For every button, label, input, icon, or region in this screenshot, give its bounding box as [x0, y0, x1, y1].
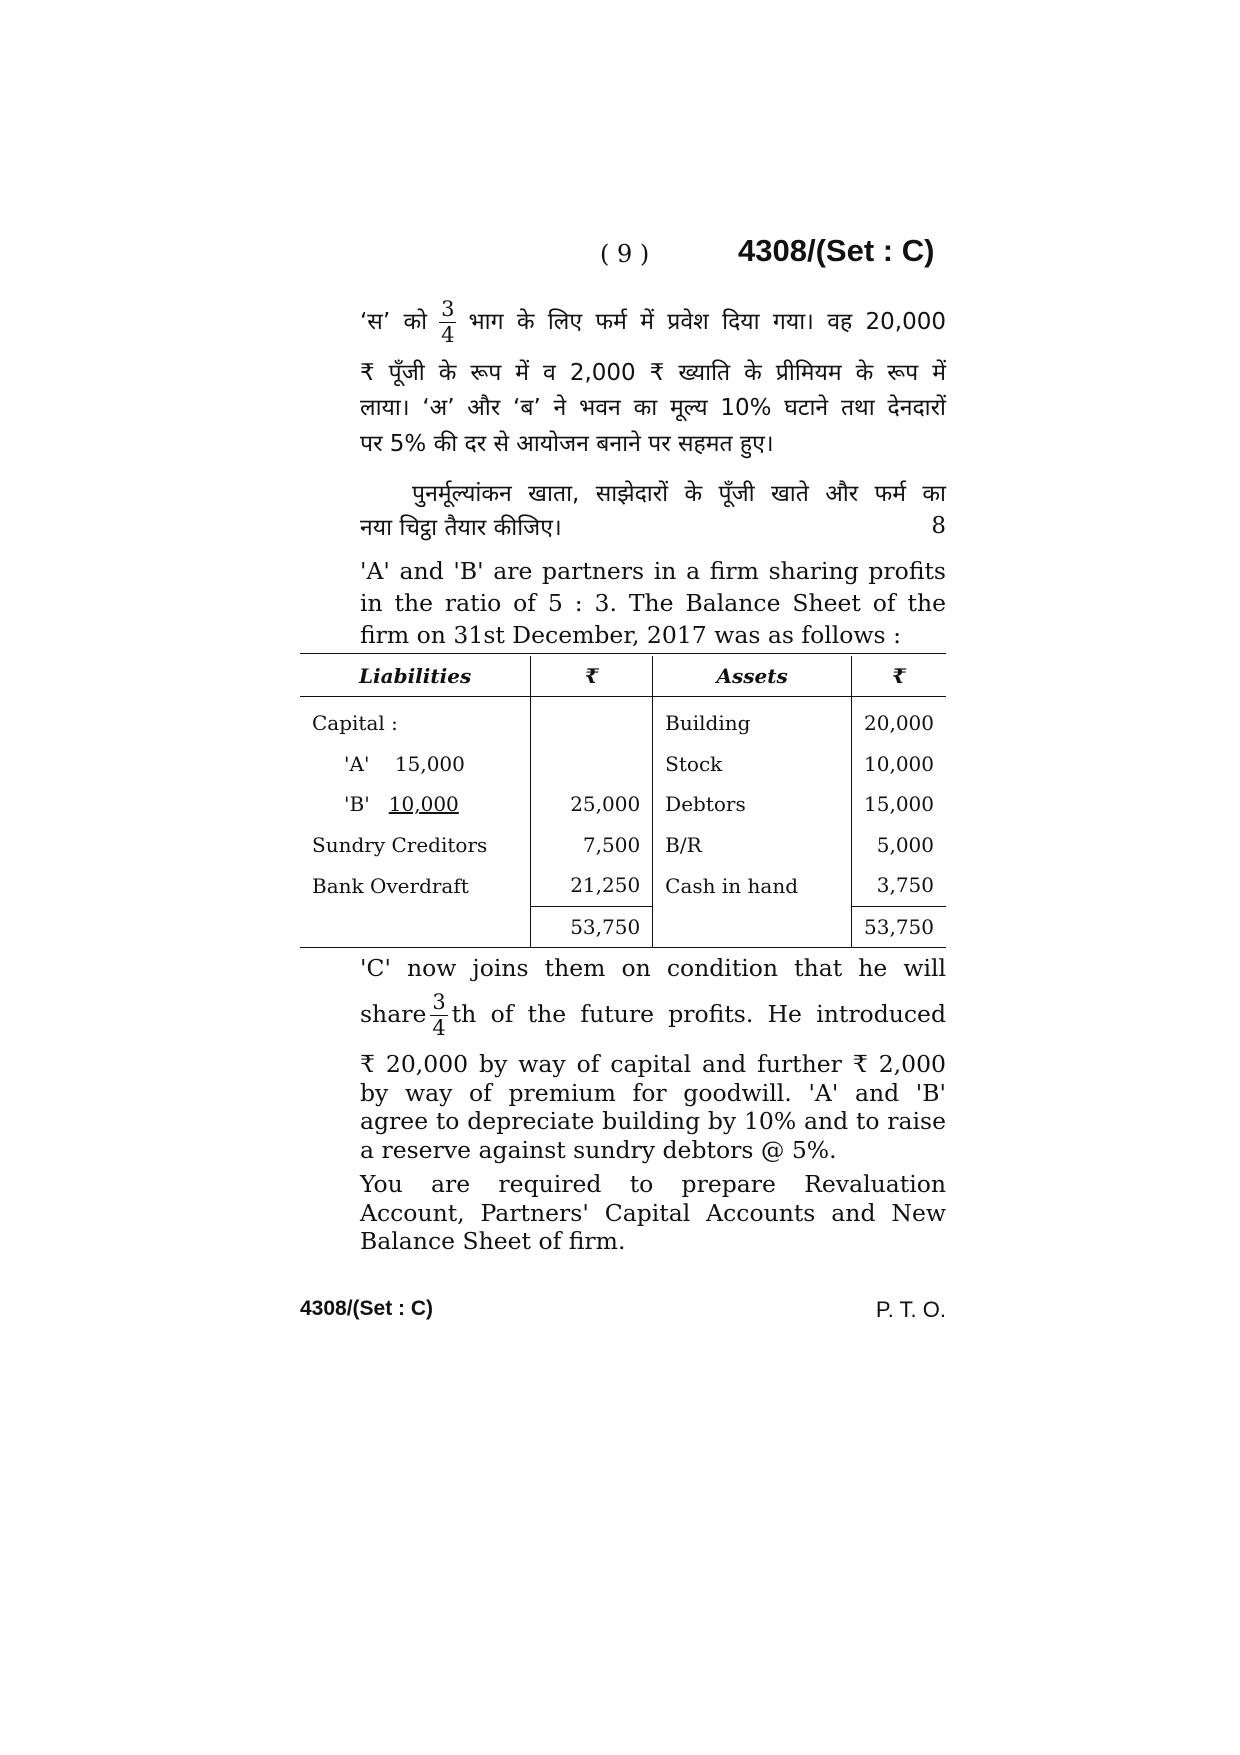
- asset-building-value: 20,000: [864, 711, 934, 736]
- english-intro-line-1: 'A' and 'B' are partners in a firm sharing profits: [360, 557, 946, 585]
- asset-debtors: Debtors: [653, 784, 852, 825]
- hindi-line-6: नया चिट्ठा तैयार कीजिए।: [360, 515, 562, 541]
- hindi-line-4: पर 5% की दर से आयोजन बनाने पर सहमत हुए।: [360, 431, 774, 457]
- table-row: [300, 784, 946, 825]
- asset-debtors-value: 15,000: [864, 792, 934, 817]
- instruction-paragraph: You are required to prepare Revaluation Account, Partners' Capital Accounts and New Balance Sheet of firm.: [360, 1170, 946, 1255]
- hindi-line-5: पुनर्मूल्यांकन खाता, साझेदारों के पूँजी खाते और फर्म का: [412, 481, 946, 507]
- total-liabilities: 53,750: [531, 906, 653, 948]
- hindi-line-1: ‘स’ को $\frac{3}{4}$ भाग के लिए फर्म में प्रवेश दिया गया। वह 20,000: [360, 297, 946, 347]
- marks: 8: [931, 513, 946, 539]
- creditors-value: 7,500: [531, 825, 653, 866]
- table-top-rule: [300, 653, 946, 654]
- capital-a: 'A' 15,000: [344, 751, 465, 776]
- overdraft-value: 21,250: [531, 865, 653, 906]
- header-rupee-assets: ₹: [852, 656, 946, 697]
- footer-paper-code: 4308/(Set : C): [300, 1297, 434, 1320]
- table-row: [300, 865, 946, 906]
- table-row: [300, 825, 946, 866]
- english-share-line: share $\frac{3}{4}$ th of the future profits. He introduced: [360, 990, 946, 1040]
- asset-cash: Cash in hand: [653, 865, 852, 906]
- header-rupee-liabilities: ₹: [531, 656, 653, 697]
- table-row: [300, 697, 946, 744]
- table-header-row: [300, 656, 946, 697]
- fraction-three-quarters-english: $\frac{3}{4}$: [432, 990, 446, 1040]
- fraction-three-quarters: $\frac{3}{4}$: [441, 297, 455, 347]
- balance-sheet-table: [300, 656, 946, 948]
- header-assets: Assets: [653, 656, 852, 697]
- english-body-line-1: 'C' now joins them on condition that he will: [360, 954, 946, 982]
- asset-br-value: 5,000: [876, 832, 934, 857]
- hindi-line-3: लाया। ‘अ’ और ‘ब’ ने भवन का मूल्य 10% घटाने तथा देनदारों: [360, 395, 946, 421]
- asset-br: B/R: [653, 825, 852, 866]
- hindi-line-2: ₹ पूँजी के रूप में व 2,000 ₹ ख्याति के प्रीमियम के रूप में: [360, 360, 946, 386]
- capital-total: 25,000: [531, 784, 653, 825]
- page-number: ( 9 ): [600, 240, 650, 268]
- total-assets: 53,750: [852, 906, 946, 948]
- overdraft-label: Bank Overdraft: [312, 873, 469, 898]
- asset-building: Building: [653, 697, 852, 744]
- paper-code: 4308/(Set : C): [738, 233, 935, 268]
- table-row: [300, 744, 946, 785]
- capital-label: Capital :: [312, 711, 398, 736]
- asset-stock-value: 10,000: [864, 751, 934, 776]
- capital-b: 'B' 10,000: [344, 792, 459, 817]
- asset-cash-value: 3,750: [876, 873, 934, 898]
- english-body-paragraph: ₹ 20,000 by way of capital and further ₹ 2,000 by way of premium for goodwill. 'A' and 'B' agree to depreciate building by 10% and to raise a reserve against sundry debtors @ 5%.: [360, 1050, 946, 1164]
- page-turn-over: P. T. O.: [875, 1297, 946, 1322]
- creditors-label: Sundry Creditors: [312, 832, 488, 857]
- english-intro-line-3: firm on 31st December, 2017 was as follows :: [360, 621, 901, 649]
- english-intro-line-2: in the ratio of 5 : 3. The Balance Sheet of the: [360, 589, 946, 617]
- header-liabilities: Liabilities: [300, 656, 531, 697]
- asset-stock: Stock: [653, 744, 852, 785]
- table-total-row: [300, 906, 946, 948]
